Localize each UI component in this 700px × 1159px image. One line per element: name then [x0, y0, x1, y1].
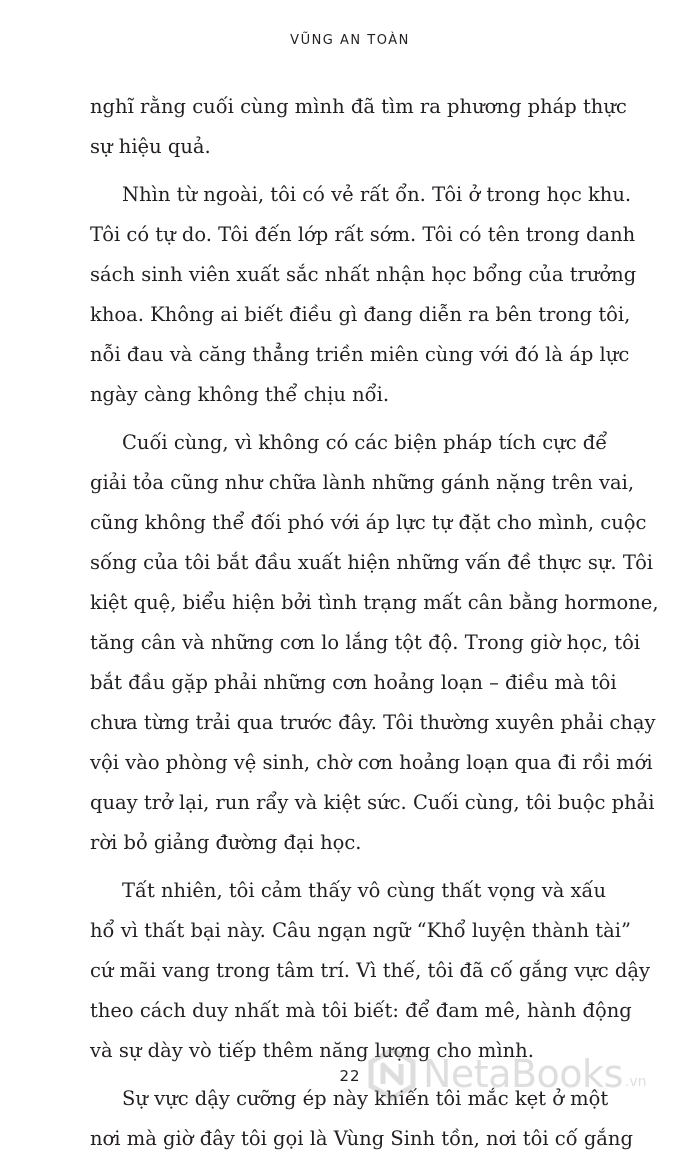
text-line: hổ vì thất bại này. Câu ngạn ngữ “Khổ luyện thành tài” [90, 919, 631, 942]
paragraph-gap [90, 863, 620, 871]
text-line: vội vào phòng vệ sinh, chờ cơn hoảng loạn qua đi rồi mới [90, 751, 653, 774]
text-line: cứ mãi vang trong tâm trí. Vì thế, tôi đã cố gắng vực dậy [90, 959, 651, 982]
text-line: sự hiệu quả. [90, 135, 211, 158]
text-line: theo cách duy nhất mà tôi biết: để đam mê, hành động [90, 999, 632, 1022]
paragraph-gap [90, 167, 620, 175]
text-line: sách sinh viên xuất sắc nhất nhận học bổng của trưởng [90, 263, 637, 286]
text-line: Cuối cùng, vì không có các biện pháp tích cực để [122, 431, 608, 454]
watermark-brand: NetaBooks [423, 1052, 623, 1096]
text-line: kiệt quệ, biểu hiện bởi tình trạng mất cân bằng hormone, [90, 591, 659, 614]
text-line: quay trở lại, run rẩy và kiệt sức. Cuối cùng, tôi buộc phải [90, 791, 655, 814]
text-line: Nhìn từ ngoài, tôi có vẻ rất ổn. Tôi ở trong học khu. [122, 183, 632, 206]
text-line: giải tỏa cũng như chữa lành những gánh nặng trên vai, [90, 471, 635, 494]
text-line: nơi mà giờ đây tôi gọi là Vùng Sinh tồn, nơi tôi cố gắng [90, 1127, 633, 1150]
text-line: sống của tôi bắt đầu xuất hiện những vấn đề thực sự. Tôi [90, 551, 654, 574]
text-line: nghĩ rằng cuối cùng mình đã tìm ra phương pháp thực [90, 95, 627, 118]
text-line: ngày càng không thể chịu nổi. [90, 383, 390, 406]
page-number: 22 [339, 1067, 361, 1085]
watermark-suffix: .vn [624, 1074, 647, 1090]
running-header: VŨNG AN TOÀN [290, 33, 410, 48]
text-line: và sự dày vò tiếp thêm năng lượng cho mình. [90, 1039, 534, 1062]
text-line: cũng không thể đối phó với áp lực tự đặt cho mình, cuộc [90, 511, 647, 534]
paragraph-gap [90, 415, 620, 423]
netabooks-logo-icon [365, 1047, 419, 1101]
text-line: Tôi có tự do. Tôi đến lớp rất sớm. Tôi có tên trong danh [90, 223, 636, 246]
text-line: Sự vực dậy cưỡng ép này khiến tôi mắc kẹt ở một [122, 1087, 609, 1110]
paragraph [90, 175, 637, 415]
watermark [365, 1044, 646, 1104]
text-line: Tất nhiên, tôi cảm thấy vô cùng thất vọng và xấu [122, 879, 607, 902]
text-line: nỗi đau và căng thẳng triền miên cùng với đó là áp lực [90, 343, 630, 366]
text-line: rời bỏ giảng đường đại học. [90, 831, 362, 854]
paragraph [90, 423, 659, 863]
paragraph [90, 87, 627, 167]
paragraph [90, 871, 651, 1071]
text-line: bắt đầu gặp phải những cơn hoảng loạn – điều mà tôi [90, 671, 617, 694]
text-line: khoa. Không ai biết điều gì đang diễn ra bên trong tôi, [90, 303, 631, 326]
text-line: chưa từng trải qua trước đây. Tôi thường xuyên phải chạy [90, 711, 656, 734]
text-line: tăng cân và những cơn lo lắng tột độ. Trong giờ học, tôi [90, 631, 641, 654]
